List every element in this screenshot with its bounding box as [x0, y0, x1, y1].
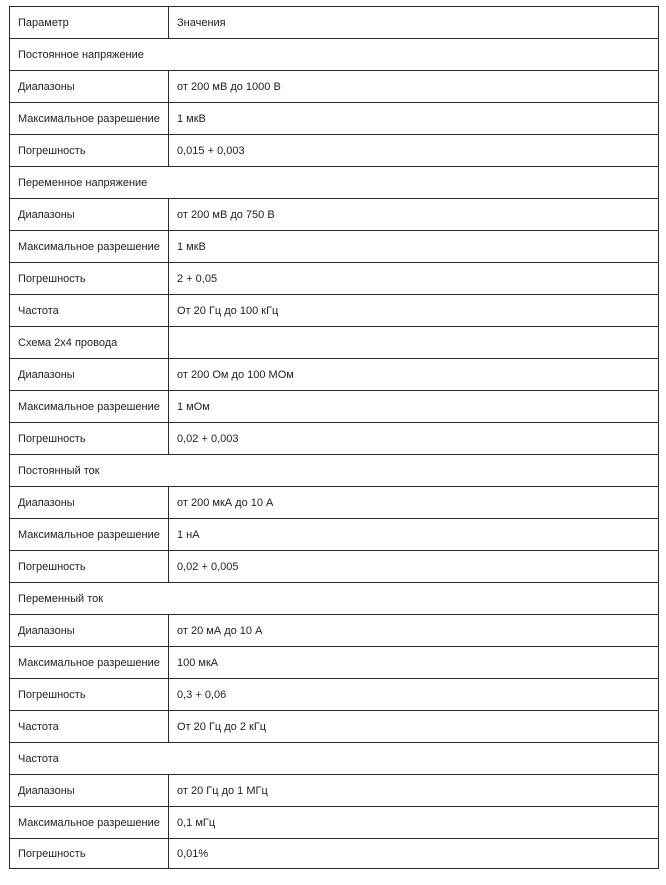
- table-row: [10, 839, 659, 869]
- param-cell: Диапазоны: [10, 71, 169, 103]
- section-label: Переменное напряжение: [10, 167, 659, 199]
- value-cell: От 20 Гц до 100 кГц: [169, 295, 659, 327]
- section-row: [10, 583, 659, 615]
- param-cell: Погрешность: [10, 135, 169, 167]
- value-cell: От 20 Гц до 2 кГц: [169, 711, 659, 743]
- value-cell: 0,02 + 0,003: [169, 423, 659, 455]
- table-row: [10, 487, 659, 519]
- section-label: Переменный ток: [10, 583, 659, 615]
- value-cell: 0,015 + 0,003: [169, 135, 659, 167]
- table-row: [10, 231, 659, 263]
- param-cell: Диапазоны: [10, 775, 169, 807]
- value-cell: 0,1 мГц: [169, 807, 659, 839]
- section-label: Постоянный ток: [10, 455, 659, 487]
- value-cell: 0,01%: [169, 839, 659, 869]
- value-cell: 100 мкА: [169, 647, 659, 679]
- table-row: [10, 327, 659, 359]
- value-cell: [169, 327, 659, 359]
- table-row: [10, 103, 659, 135]
- table-row: [10, 263, 659, 295]
- value-cell: от 200 мВ до 1000 В: [169, 71, 659, 103]
- table-row: [10, 647, 659, 679]
- value-cell: 2 + 0,05: [169, 263, 659, 295]
- table-row: [10, 391, 659, 423]
- param-cell: Диапазоны: [10, 615, 169, 647]
- value-cell: 0,3 + 0,06: [169, 679, 659, 711]
- table-row: [10, 199, 659, 231]
- value-cell: от 200 мкА до 10 А: [169, 487, 659, 519]
- param-cell: Максимальное разрешение: [10, 231, 169, 263]
- section-label: Частота: [10, 743, 659, 775]
- param-cell: Максимальное разрешение: [10, 647, 169, 679]
- section-label: Постоянное напряжение: [10, 39, 659, 71]
- param-cell: Погрешность: [10, 263, 169, 295]
- header-param-cell: Параметр: [10, 7, 169, 39]
- param-cell: Диапазоны: [10, 359, 169, 391]
- param-cell: Погрешность: [10, 839, 169, 869]
- table-row: [10, 295, 659, 327]
- value-cell: 0,02 + 0,005: [169, 551, 659, 583]
- param-cell: Максимальное разрешение: [10, 807, 169, 839]
- spec-table: [9, 6, 659, 869]
- section-row: [10, 167, 659, 199]
- param-cell: Диапазоны: [10, 199, 169, 231]
- header-value-cell: Значения: [169, 7, 659, 39]
- value-cell: 1 мОм: [169, 391, 659, 423]
- value-cell: от 200 Ом до 100 МОм: [169, 359, 659, 391]
- value-cell: от 20 Гц до 1 МГц: [169, 775, 659, 807]
- section-row: [10, 39, 659, 71]
- param-cell: Погрешность: [10, 679, 169, 711]
- table-row: [10, 71, 659, 103]
- param-cell: Максимальное разрешение: [10, 103, 169, 135]
- table-row: [10, 807, 659, 839]
- table-row: [10, 711, 659, 743]
- section-row: [10, 455, 659, 487]
- param-cell: Максимальное разрешение: [10, 391, 169, 423]
- table-row: [10, 359, 659, 391]
- spec-table-body: [10, 7, 659, 869]
- table-row: [10, 135, 659, 167]
- param-cell: Диапазоны: [10, 487, 169, 519]
- value-cell: 1 мкВ: [169, 231, 659, 263]
- table-header-row: [10, 7, 659, 39]
- value-cell: от 20 мА до 10 А: [169, 615, 659, 647]
- table-row: [10, 679, 659, 711]
- param-cell: Схема 2х4 провода: [10, 327, 169, 359]
- table-row: [10, 423, 659, 455]
- section-row: [10, 743, 659, 775]
- value-cell: от 200 мВ до 750 В: [169, 199, 659, 231]
- value-cell: 1 мкВ: [169, 103, 659, 135]
- param-cell: Частота: [10, 295, 169, 327]
- value-cell: 1 нА: [169, 519, 659, 551]
- table-row: [10, 775, 659, 807]
- param-cell: Максимальное разрешение: [10, 519, 169, 551]
- param-cell: Частота: [10, 711, 169, 743]
- table-row: [10, 519, 659, 551]
- table-row: [10, 615, 659, 647]
- param-cell: Погрешность: [10, 551, 169, 583]
- table-row: [10, 551, 659, 583]
- param-cell: Погрешность: [10, 423, 169, 455]
